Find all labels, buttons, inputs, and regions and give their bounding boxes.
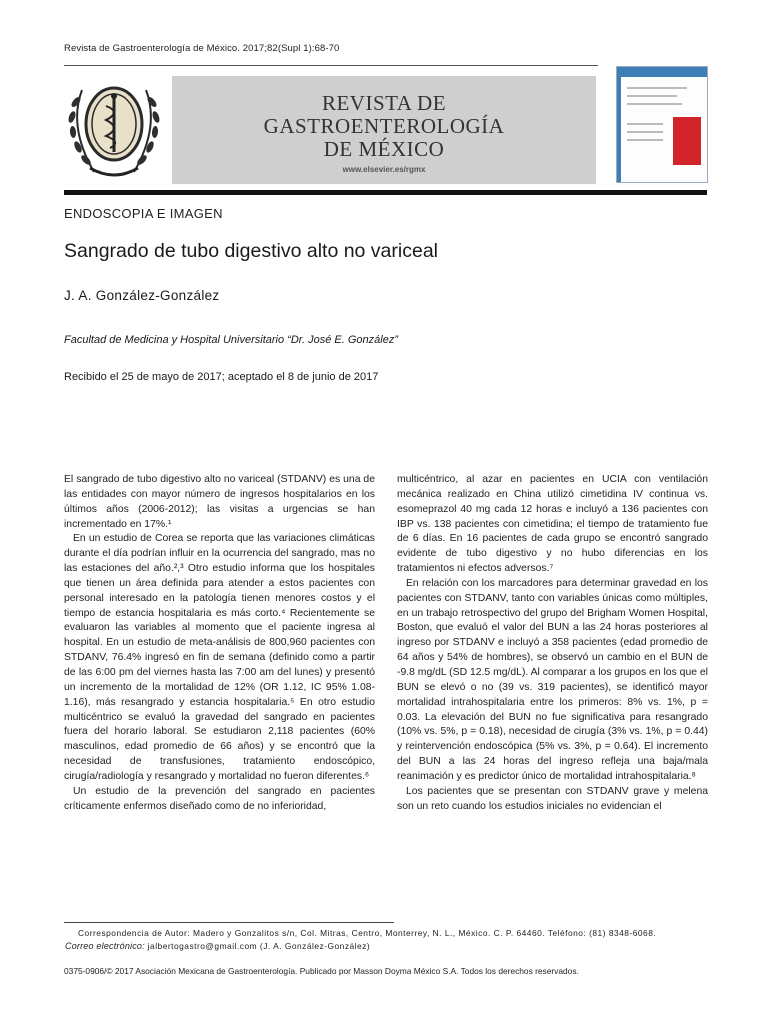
society-seal-icon xyxy=(64,72,164,184)
section-label: ENDOSCOPIA E IMAGEN xyxy=(64,206,223,221)
journal-title-line3: DE MÉXICO xyxy=(323,137,445,161)
header-rule xyxy=(64,65,598,66)
journal-citation: Revista de Gastroenterología de México. 2017;82(Supl 1):68-70 xyxy=(64,43,340,54)
email-label: Correo electrónico: xyxy=(65,941,145,951)
cover-red-panel xyxy=(673,117,701,165)
paragraph: El sangrado de tubo digestivo alto no variceal (STDANV) es una de las entidades con mayor número de ingresos hospitalarios en los últimos años (2006-2012); las visitas a urgencias se han incrementado en 17%.¹ xyxy=(64,474,375,530)
correspondence-footnote xyxy=(65,927,718,953)
copyright-notice: 0375-0906/© 2017 Asociación Mexicana de Gastroenterología. Publicado por Masson Doyma México S.A. Todos los derechos reservados. xyxy=(64,966,579,976)
journal-cover-thumbnail xyxy=(616,66,708,183)
journal-title-block xyxy=(172,76,596,184)
journal-title-line1: REVISTA DE xyxy=(321,91,447,115)
article-title: Sangrado de tubo digestivo alto no variceal xyxy=(64,240,439,262)
paragraph: Los pacientes que se presentan con STDANV grave y melena son un reto cuando los estudios iniciales no evidencian el xyxy=(397,785,708,812)
header-thick-rule xyxy=(64,190,707,195)
received-dates: Recibido el 25 de mayo de 2017; aceptado el 8 de junio de 2017 xyxy=(64,371,379,383)
paragraph: En un estudio de Corea se reporta que las variaciones climáticas durante el día podrían influir en la ocurrencia del sangrado, mas no las estaciones del año.²,³ Otro estudio informa que los hospitales que tienen un área definida para atender a estos pacientes con personal interesado en la patología tienen menores costos y el tiempo de estancia hospitalaria es más corto.⁴ Recientemente se evaluaron las variables al momento que el paciente ingresa al hospital. En un estudio de meta-análisis de 800,960 pacientes con STDANV, 76.4% ingresó en fin de semana (definido como a partir de las 6:00 pm del viernes hasta las 7:00 am del lunes) y presentó un incremento de la mortalidad de 12% (OR 1.12, IC 95% 1.08-1.16), más resangrado y estancia hospitalaria.⁵ En otro estudio multicéntrico se evaluó la gravedad del sangrado en pacientes fuera del horario laboral. Se estudiaron 2,118 pacientes (60% masculinos, edad promedio de 66 años) y se encontró que la necesidad de transfusiones, tratamiento endoscópico, cirugía/radiología y resangrado y mortalidad no fueron diferentes.⁶ xyxy=(64,533,375,782)
journal-title-line2: GASTROENTEROLOGÍA xyxy=(263,114,505,138)
journal-url: www.elsevier.es/rgmx xyxy=(342,165,426,174)
email-address[interactable]: jalbertogastro@gmail.com (J. A. González-González) xyxy=(147,941,371,951)
footnote-rule xyxy=(64,922,394,923)
body-column-right xyxy=(397,473,708,814)
paragraph: multicéntrico, al azar en pacientes en UCIA con ventilación mecánica realizado en China utilizó cimetidina IV continua vs. esomeprazol 40 mg cada 12 horas e incluyó a 136 pacientes con IBP vs. 138 pacientes con cimetidina; el tiempo de tratamiento fue de 6 días. En 16 pacientes de cada grupo se encontró sangrado evidente de tubo digestivo y no hubo diferencias en los tratamientos ni efectos adversos.⁷ xyxy=(397,474,708,575)
body-column-left xyxy=(64,473,375,814)
author-affiliation: Facultad de Medicina y Hospital Universitario “Dr. José E. González” xyxy=(64,334,399,346)
correspondence-email-line xyxy=(65,940,718,953)
correspondence-address: Correspondencia de Autor: Madero y Gonzalitos s/n, Col. Mitras, Centro, Monterrey, N. L., México. C. P. 64460. Teléfono: (81) 8348-6068. xyxy=(78,928,657,938)
article-authors: J. A. González-González xyxy=(64,288,220,303)
journal-banner xyxy=(64,68,598,190)
paragraph: En relación con los marcadores para determinar gravedad en los pacientes con STDANV, tanto con variables únicas como múltiples, en un trabajo retrospectivo del grupo del Brigham Women Hospital, Boston, que evaluó el valor del BUN a las 24 horas posteriores al ingreso por STDANV e incluyó a 358 pacientes (edad promedio de 64 años y 54% de hombres), se observó un cambio en el BUN de -9.8 mg/dL (SD 12.5 mg/dL). Al comparar a los grupos en los que el BUN se elevó o no (39 vs. 319 pacientes), se identificó mayor mortalidad intrahospitalaria entre los primeros: 8% vs. 1%, p = 0.03. La elevación del BUN no fue significativa para resangrado (10% vs. 5%, p = 0.18), necesidad de cirugía (3% vs. 1%, p = 0.44) y reintervención endoscópica (5% vs. 3%, p = 0.64). El incremento del BUN a las 24 horas del ingreso refleja una baja/mala reanimación y es predictor único de mortalidad intrahospitalaria.⁸ xyxy=(397,577,708,782)
paragraph: Un estudio de la prevención del sangrado en pacientes críticamente enfermos diseñado como de no inferioridad, xyxy=(64,785,375,812)
